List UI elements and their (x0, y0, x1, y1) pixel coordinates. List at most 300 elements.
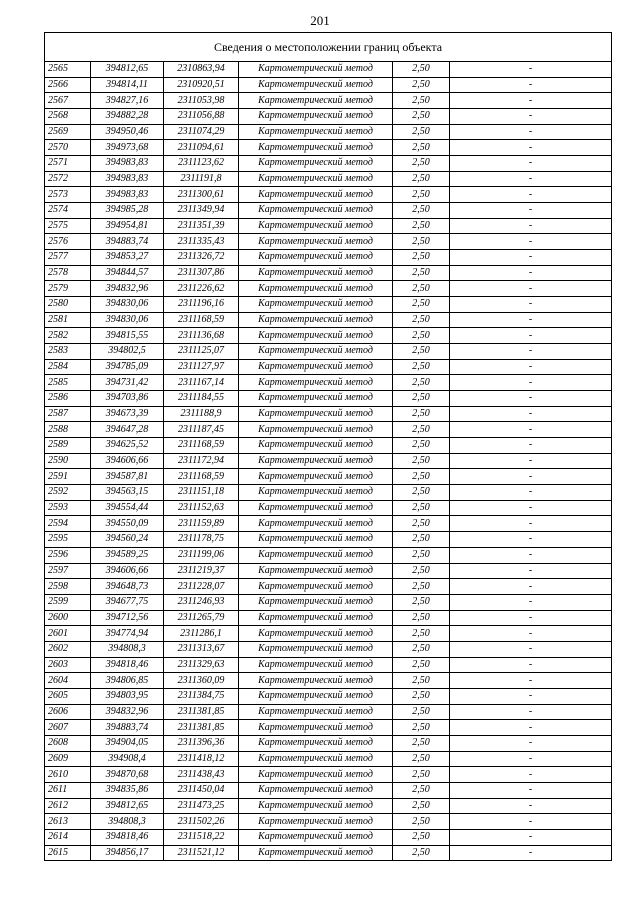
method-cell: Картометрический метод (239, 485, 393, 501)
y-coordinate-cell: 2311418,12 (164, 751, 239, 767)
method-cell: Картометрический метод (239, 657, 393, 673)
description-cell: - (450, 312, 612, 328)
precision-cell: 2,50 (393, 218, 450, 234)
x-coordinate-cell: 394589,25 (91, 547, 164, 563)
point-number-cell: 2578 (45, 265, 91, 281)
y-coordinate-cell: 2311187,45 (164, 422, 239, 438)
x-coordinate-cell: 394703,86 (91, 391, 164, 407)
method-cell: Картометрический метод (239, 281, 393, 297)
method-cell: Картометрический метод (239, 297, 393, 313)
point-number-cell: 2599 (45, 594, 91, 610)
table-row (45, 626, 612, 642)
description-cell: - (450, 93, 612, 109)
table-row (45, 814, 612, 830)
precision-cell: 2,50 (393, 156, 450, 172)
precision-cell: 2,50 (393, 93, 450, 109)
precision-cell: 2,50 (393, 751, 450, 767)
description-cell: - (450, 532, 612, 548)
point-number-cell: 2571 (45, 156, 91, 172)
method-cell: Картометрический метод (239, 359, 393, 375)
description-cell: - (450, 234, 612, 250)
description-cell: - (450, 328, 612, 344)
table-row (45, 547, 612, 563)
table-title: Сведения о местоположении границ объекта (45, 33, 612, 62)
precision-cell: 2,50 (393, 469, 450, 485)
point-number-cell: 2588 (45, 422, 91, 438)
y-coordinate-cell: 2311518,22 (164, 829, 239, 845)
x-coordinate-cell: 394950,46 (91, 124, 164, 140)
table-row (45, 422, 612, 438)
table-row (45, 453, 612, 469)
precision-cell: 2,50 (393, 171, 450, 187)
point-number-cell: 2569 (45, 124, 91, 140)
table-row (45, 250, 612, 266)
description-cell: - (450, 250, 612, 266)
y-coordinate-cell: 2311326,72 (164, 250, 239, 266)
precision-cell: 2,50 (393, 829, 450, 845)
x-coordinate-cell: 394818,46 (91, 657, 164, 673)
precision-cell: 2,50 (393, 312, 450, 328)
point-number-cell: 2592 (45, 485, 91, 501)
description-cell: - (450, 359, 612, 375)
point-number-cell: 2573 (45, 187, 91, 203)
description-cell: - (450, 814, 612, 830)
table-row (45, 265, 612, 281)
y-coordinate-cell: 2311053,98 (164, 93, 239, 109)
method-cell: Картометрический метод (239, 171, 393, 187)
y-coordinate-cell: 2311349,94 (164, 203, 239, 219)
point-number-cell: 2590 (45, 453, 91, 469)
precision-cell: 2,50 (393, 845, 450, 861)
method-cell: Картометрический метод (239, 641, 393, 657)
x-coordinate-cell: 394882,28 (91, 109, 164, 125)
precision-cell: 2,50 (393, 814, 450, 830)
y-coordinate-cell: 2311360,09 (164, 673, 239, 689)
y-coordinate-cell: 2311335,43 (164, 234, 239, 250)
table-row (45, 156, 612, 172)
precision-cell: 2,50 (393, 798, 450, 814)
method-cell: Картометрический метод (239, 704, 393, 720)
x-coordinate-cell: 394647,28 (91, 422, 164, 438)
precision-cell: 2,50 (393, 485, 450, 501)
point-number-cell: 2568 (45, 109, 91, 125)
y-coordinate-cell: 2311502,26 (164, 814, 239, 830)
point-number-cell: 2601 (45, 626, 91, 642)
table-row (45, 391, 612, 407)
method-cell: Картометрический метод (239, 688, 393, 704)
x-coordinate-cell: 394606,66 (91, 453, 164, 469)
description-cell: - (450, 375, 612, 391)
description-cell: - (450, 657, 612, 673)
y-coordinate-cell: 2311384,75 (164, 688, 239, 704)
description-cell: - (450, 297, 612, 313)
x-coordinate-cell: 394606,66 (91, 563, 164, 579)
description-cell: - (450, 563, 612, 579)
table-row (45, 657, 612, 673)
method-cell: Картометрический метод (239, 140, 393, 156)
point-number-cell: 2606 (45, 704, 91, 720)
x-coordinate-cell: 394554,44 (91, 500, 164, 516)
description-cell: - (450, 281, 612, 297)
table-row (45, 485, 612, 501)
method-cell: Картометрический метод (239, 375, 393, 391)
y-coordinate-cell: 2311313,67 (164, 641, 239, 657)
description-cell: - (450, 626, 612, 642)
precision-cell: 2,50 (393, 500, 450, 516)
x-coordinate-cell: 394731,42 (91, 375, 164, 391)
precision-cell: 2,50 (393, 438, 450, 454)
table-row (45, 782, 612, 798)
point-number-cell: 2611 (45, 782, 91, 798)
precision-cell: 2,50 (393, 657, 450, 673)
y-coordinate-cell: 2311184,55 (164, 391, 239, 407)
point-number-cell: 2575 (45, 218, 91, 234)
method-cell: Картометрический метод (239, 532, 393, 548)
y-coordinate-cell: 2311381,85 (164, 720, 239, 736)
point-number-cell: 2570 (45, 140, 91, 156)
table-row (45, 704, 612, 720)
precision-cell: 2,50 (393, 579, 450, 595)
point-number-cell: 2610 (45, 767, 91, 783)
y-coordinate-cell: 2311125,07 (164, 344, 239, 360)
x-coordinate-cell: 394812,65 (91, 62, 164, 78)
point-number-cell: 2596 (45, 547, 91, 563)
point-number-cell: 2589 (45, 438, 91, 454)
table-row (45, 328, 612, 344)
point-number-cell: 2582 (45, 328, 91, 344)
x-coordinate-cell: 394830,06 (91, 297, 164, 313)
y-coordinate-cell: 2311167,14 (164, 375, 239, 391)
x-coordinate-cell: 394883,74 (91, 234, 164, 250)
method-cell: Картометрический метод (239, 673, 393, 689)
point-number-cell: 2615 (45, 845, 91, 861)
y-coordinate-cell: 2310920,51 (164, 77, 239, 93)
point-number-cell: 2597 (45, 563, 91, 579)
x-coordinate-cell: 394774,94 (91, 626, 164, 642)
method-cell: Картометрический метод (239, 720, 393, 736)
x-coordinate-cell: 394954,81 (91, 218, 164, 234)
point-number-cell: 2613 (45, 814, 91, 830)
precision-cell: 2,50 (393, 720, 450, 736)
table-row (45, 641, 612, 657)
y-coordinate-cell: 2311136,68 (164, 328, 239, 344)
y-coordinate-cell: 2311228,07 (164, 579, 239, 595)
description-cell: - (450, 735, 612, 751)
point-number-cell: 2602 (45, 641, 91, 657)
table-row (45, 297, 612, 313)
point-number-cell: 2584 (45, 359, 91, 375)
method-cell: Картометрический метод (239, 610, 393, 626)
point-number-cell: 2586 (45, 391, 91, 407)
precision-cell: 2,50 (393, 547, 450, 563)
method-cell: Картометрический метод (239, 344, 393, 360)
precision-cell: 2,50 (393, 77, 450, 93)
precision-cell: 2,50 (393, 563, 450, 579)
y-coordinate-cell: 2311188,9 (164, 406, 239, 422)
x-coordinate-cell: 394808,3 (91, 641, 164, 657)
method-cell: Картометрический метод (239, 594, 393, 610)
x-coordinate-cell: 394983,83 (91, 171, 164, 187)
description-cell: - (450, 406, 612, 422)
method-cell: Картометрический метод (239, 406, 393, 422)
x-coordinate-cell: 394673,39 (91, 406, 164, 422)
x-coordinate-cell: 394904,05 (91, 735, 164, 751)
x-coordinate-cell: 394625,52 (91, 438, 164, 454)
x-coordinate-cell: 394812,65 (91, 798, 164, 814)
point-number-cell: 2595 (45, 532, 91, 548)
precision-cell: 2,50 (393, 203, 450, 219)
point-number-cell: 2598 (45, 579, 91, 595)
description-cell: - (450, 720, 612, 736)
precision-cell: 2,50 (393, 453, 450, 469)
method-cell: Картометрический метод (239, 156, 393, 172)
y-coordinate-cell: 2311381,85 (164, 704, 239, 720)
point-number-cell: 2566 (45, 77, 91, 93)
description-cell: - (450, 218, 612, 234)
point-number-cell: 2585 (45, 375, 91, 391)
description-cell: - (450, 845, 612, 861)
table-row (45, 406, 612, 422)
method-cell: Картометрический метод (239, 265, 393, 281)
table-row (45, 829, 612, 845)
point-number-cell: 2603 (45, 657, 91, 673)
precision-cell: 2,50 (393, 109, 450, 125)
y-coordinate-cell: 2311168,59 (164, 312, 239, 328)
precision-cell: 2,50 (393, 422, 450, 438)
y-coordinate-cell: 2311159,89 (164, 516, 239, 532)
method-cell: Картометрический метод (239, 250, 393, 266)
point-number-cell: 2605 (45, 688, 91, 704)
method-cell: Картометрический метод (239, 767, 393, 783)
point-number-cell: 2604 (45, 673, 91, 689)
precision-cell: 2,50 (393, 140, 450, 156)
table-row (45, 579, 612, 595)
y-coordinate-cell: 2311191,8 (164, 171, 239, 187)
point-number-cell: 2607 (45, 720, 91, 736)
x-coordinate-cell: 394856,17 (91, 845, 164, 861)
x-coordinate-cell: 394870,68 (91, 767, 164, 783)
y-coordinate-cell: 2311473,25 (164, 798, 239, 814)
point-number-cell: 2594 (45, 516, 91, 532)
x-coordinate-cell: 394648,73 (91, 579, 164, 595)
precision-cell: 2,50 (393, 406, 450, 422)
table-row (45, 312, 612, 328)
table-row (45, 563, 612, 579)
method-cell: Картометрический метод (239, 203, 393, 219)
table-row (45, 438, 612, 454)
description-cell: - (450, 751, 612, 767)
precision-cell: 2,50 (393, 610, 450, 626)
description-cell: - (450, 673, 612, 689)
y-coordinate-cell: 2311199,06 (164, 547, 239, 563)
point-number-cell: 2574 (45, 203, 91, 219)
point-number-cell: 2587 (45, 406, 91, 422)
precision-cell: 2,50 (393, 391, 450, 407)
x-coordinate-cell: 394983,83 (91, 187, 164, 203)
y-coordinate-cell: 2311196,16 (164, 297, 239, 313)
method-cell: Картометрический метод (239, 422, 393, 438)
description-cell: - (450, 453, 612, 469)
point-number-cell: 2609 (45, 751, 91, 767)
table-row (45, 203, 612, 219)
table-row (45, 187, 612, 203)
method-cell: Картометрический метод (239, 547, 393, 563)
y-coordinate-cell: 2311152,63 (164, 500, 239, 516)
y-coordinate-cell: 2310863,94 (164, 62, 239, 78)
y-coordinate-cell: 2311219,37 (164, 563, 239, 579)
method-cell: Картометрический метод (239, 438, 393, 454)
method-cell: Картометрический метод (239, 93, 393, 109)
table-row (45, 171, 612, 187)
precision-cell: 2,50 (393, 250, 450, 266)
method-cell: Картометрический метод (239, 845, 393, 861)
description-cell: - (450, 344, 612, 360)
y-coordinate-cell: 2311168,59 (164, 469, 239, 485)
x-coordinate-cell: 394802,5 (91, 344, 164, 360)
description-cell: - (450, 500, 612, 516)
point-number-cell: 2577 (45, 250, 91, 266)
point-number-cell: 2580 (45, 297, 91, 313)
table-row (45, 767, 612, 783)
y-coordinate-cell: 2311351,39 (164, 218, 239, 234)
table-row (45, 735, 612, 751)
x-coordinate-cell: 394563,15 (91, 485, 164, 501)
point-number-cell: 2593 (45, 500, 91, 516)
x-coordinate-cell: 394973,68 (91, 140, 164, 156)
y-coordinate-cell: 2311438,43 (164, 767, 239, 783)
y-coordinate-cell: 2311094,61 (164, 140, 239, 156)
description-cell: - (450, 767, 612, 783)
description-cell: - (450, 187, 612, 203)
precision-cell: 2,50 (393, 532, 450, 548)
point-number-cell: 2572 (45, 171, 91, 187)
y-coordinate-cell: 2311074,29 (164, 124, 239, 140)
method-cell: Картометрический метод (239, 77, 393, 93)
method-cell: Картометрический метод (239, 218, 393, 234)
x-coordinate-cell: 394835,86 (91, 782, 164, 798)
method-cell: Картометрический метод (239, 453, 393, 469)
y-coordinate-cell: 2311168,59 (164, 438, 239, 454)
description-cell: - (450, 62, 612, 78)
table-row (45, 673, 612, 689)
precision-cell: 2,50 (393, 281, 450, 297)
description-cell: - (450, 77, 612, 93)
point-number-cell: 2583 (45, 344, 91, 360)
description-cell: - (450, 829, 612, 845)
x-coordinate-cell: 394808,3 (91, 814, 164, 830)
description-cell: - (450, 109, 612, 125)
precision-cell: 2,50 (393, 673, 450, 689)
y-coordinate-cell: 2311056,88 (164, 109, 239, 125)
x-coordinate-cell: 394815,55 (91, 328, 164, 344)
method-cell: Картометрический метод (239, 109, 393, 125)
description-cell: - (450, 641, 612, 657)
method-cell: Картометрический метод (239, 563, 393, 579)
y-coordinate-cell: 2311265,79 (164, 610, 239, 626)
x-coordinate-cell: 394806,85 (91, 673, 164, 689)
x-coordinate-cell: 394827,16 (91, 93, 164, 109)
x-coordinate-cell: 394550,09 (91, 516, 164, 532)
description-cell: - (450, 704, 612, 720)
description-cell: - (450, 782, 612, 798)
point-number-cell: 2567 (45, 93, 91, 109)
page-number: 201 (310, 13, 330, 28)
y-coordinate-cell: 2311151,18 (164, 485, 239, 501)
precision-cell: 2,50 (393, 375, 450, 391)
description-cell: - (450, 547, 612, 563)
x-coordinate-cell: 394677,75 (91, 594, 164, 610)
table-row (45, 218, 612, 234)
table-row (45, 751, 612, 767)
table-row (45, 688, 612, 704)
table-row (45, 594, 612, 610)
description-cell: - (450, 203, 612, 219)
point-number-cell: 2591 (45, 469, 91, 485)
y-coordinate-cell: 2311226,62 (164, 281, 239, 297)
method-cell: Картометрический метод (239, 751, 393, 767)
method-cell: Картометрический метод (239, 516, 393, 532)
x-coordinate-cell: 394832,96 (91, 281, 164, 297)
precision-cell: 2,50 (393, 767, 450, 783)
description-cell: - (450, 594, 612, 610)
table-row (45, 77, 612, 93)
point-number-cell: 2576 (45, 234, 91, 250)
x-coordinate-cell: 394983,83 (91, 156, 164, 172)
description-cell: - (450, 422, 612, 438)
boundary-coordinates-table (44, 32, 612, 861)
y-coordinate-cell: 2311246,93 (164, 594, 239, 610)
method-cell: Картометрический метод (239, 798, 393, 814)
method-cell: Картометрический метод (239, 469, 393, 485)
table-row (45, 610, 612, 626)
x-coordinate-cell: 394814,11 (91, 77, 164, 93)
y-coordinate-cell: 2311307,86 (164, 265, 239, 281)
precision-cell: 2,50 (393, 344, 450, 360)
y-coordinate-cell: 2311178,75 (164, 532, 239, 548)
table-row (45, 234, 612, 250)
x-coordinate-cell: 394803,95 (91, 688, 164, 704)
x-coordinate-cell: 394587,81 (91, 469, 164, 485)
table-row (45, 798, 612, 814)
description-cell: - (450, 579, 612, 595)
precision-cell: 2,50 (393, 297, 450, 313)
y-coordinate-cell: 2311172,94 (164, 453, 239, 469)
method-cell: Картометрический метод (239, 328, 393, 344)
table-row (45, 281, 612, 297)
table-row (45, 720, 612, 736)
point-number-cell: 2612 (45, 798, 91, 814)
y-coordinate-cell: 2311450,04 (164, 782, 239, 798)
x-coordinate-cell: 394560,24 (91, 532, 164, 548)
table-row (45, 344, 612, 360)
method-cell: Картометрический метод (239, 814, 393, 830)
table-row (45, 532, 612, 548)
description-cell: - (450, 688, 612, 704)
method-cell: Картометрический метод (239, 782, 393, 798)
precision-cell: 2,50 (393, 516, 450, 532)
precision-cell: 2,50 (393, 626, 450, 642)
precision-cell: 2,50 (393, 234, 450, 250)
method-cell: Картометрический метод (239, 124, 393, 140)
y-coordinate-cell: 2311396,36 (164, 735, 239, 751)
x-coordinate-cell: 394818,46 (91, 829, 164, 845)
description-cell: - (450, 469, 612, 485)
method-cell: Картометрический метод (239, 500, 393, 516)
table-row (45, 140, 612, 156)
precision-cell: 2,50 (393, 124, 450, 140)
method-cell: Картометрический метод (239, 626, 393, 642)
description-cell: - (450, 265, 612, 281)
